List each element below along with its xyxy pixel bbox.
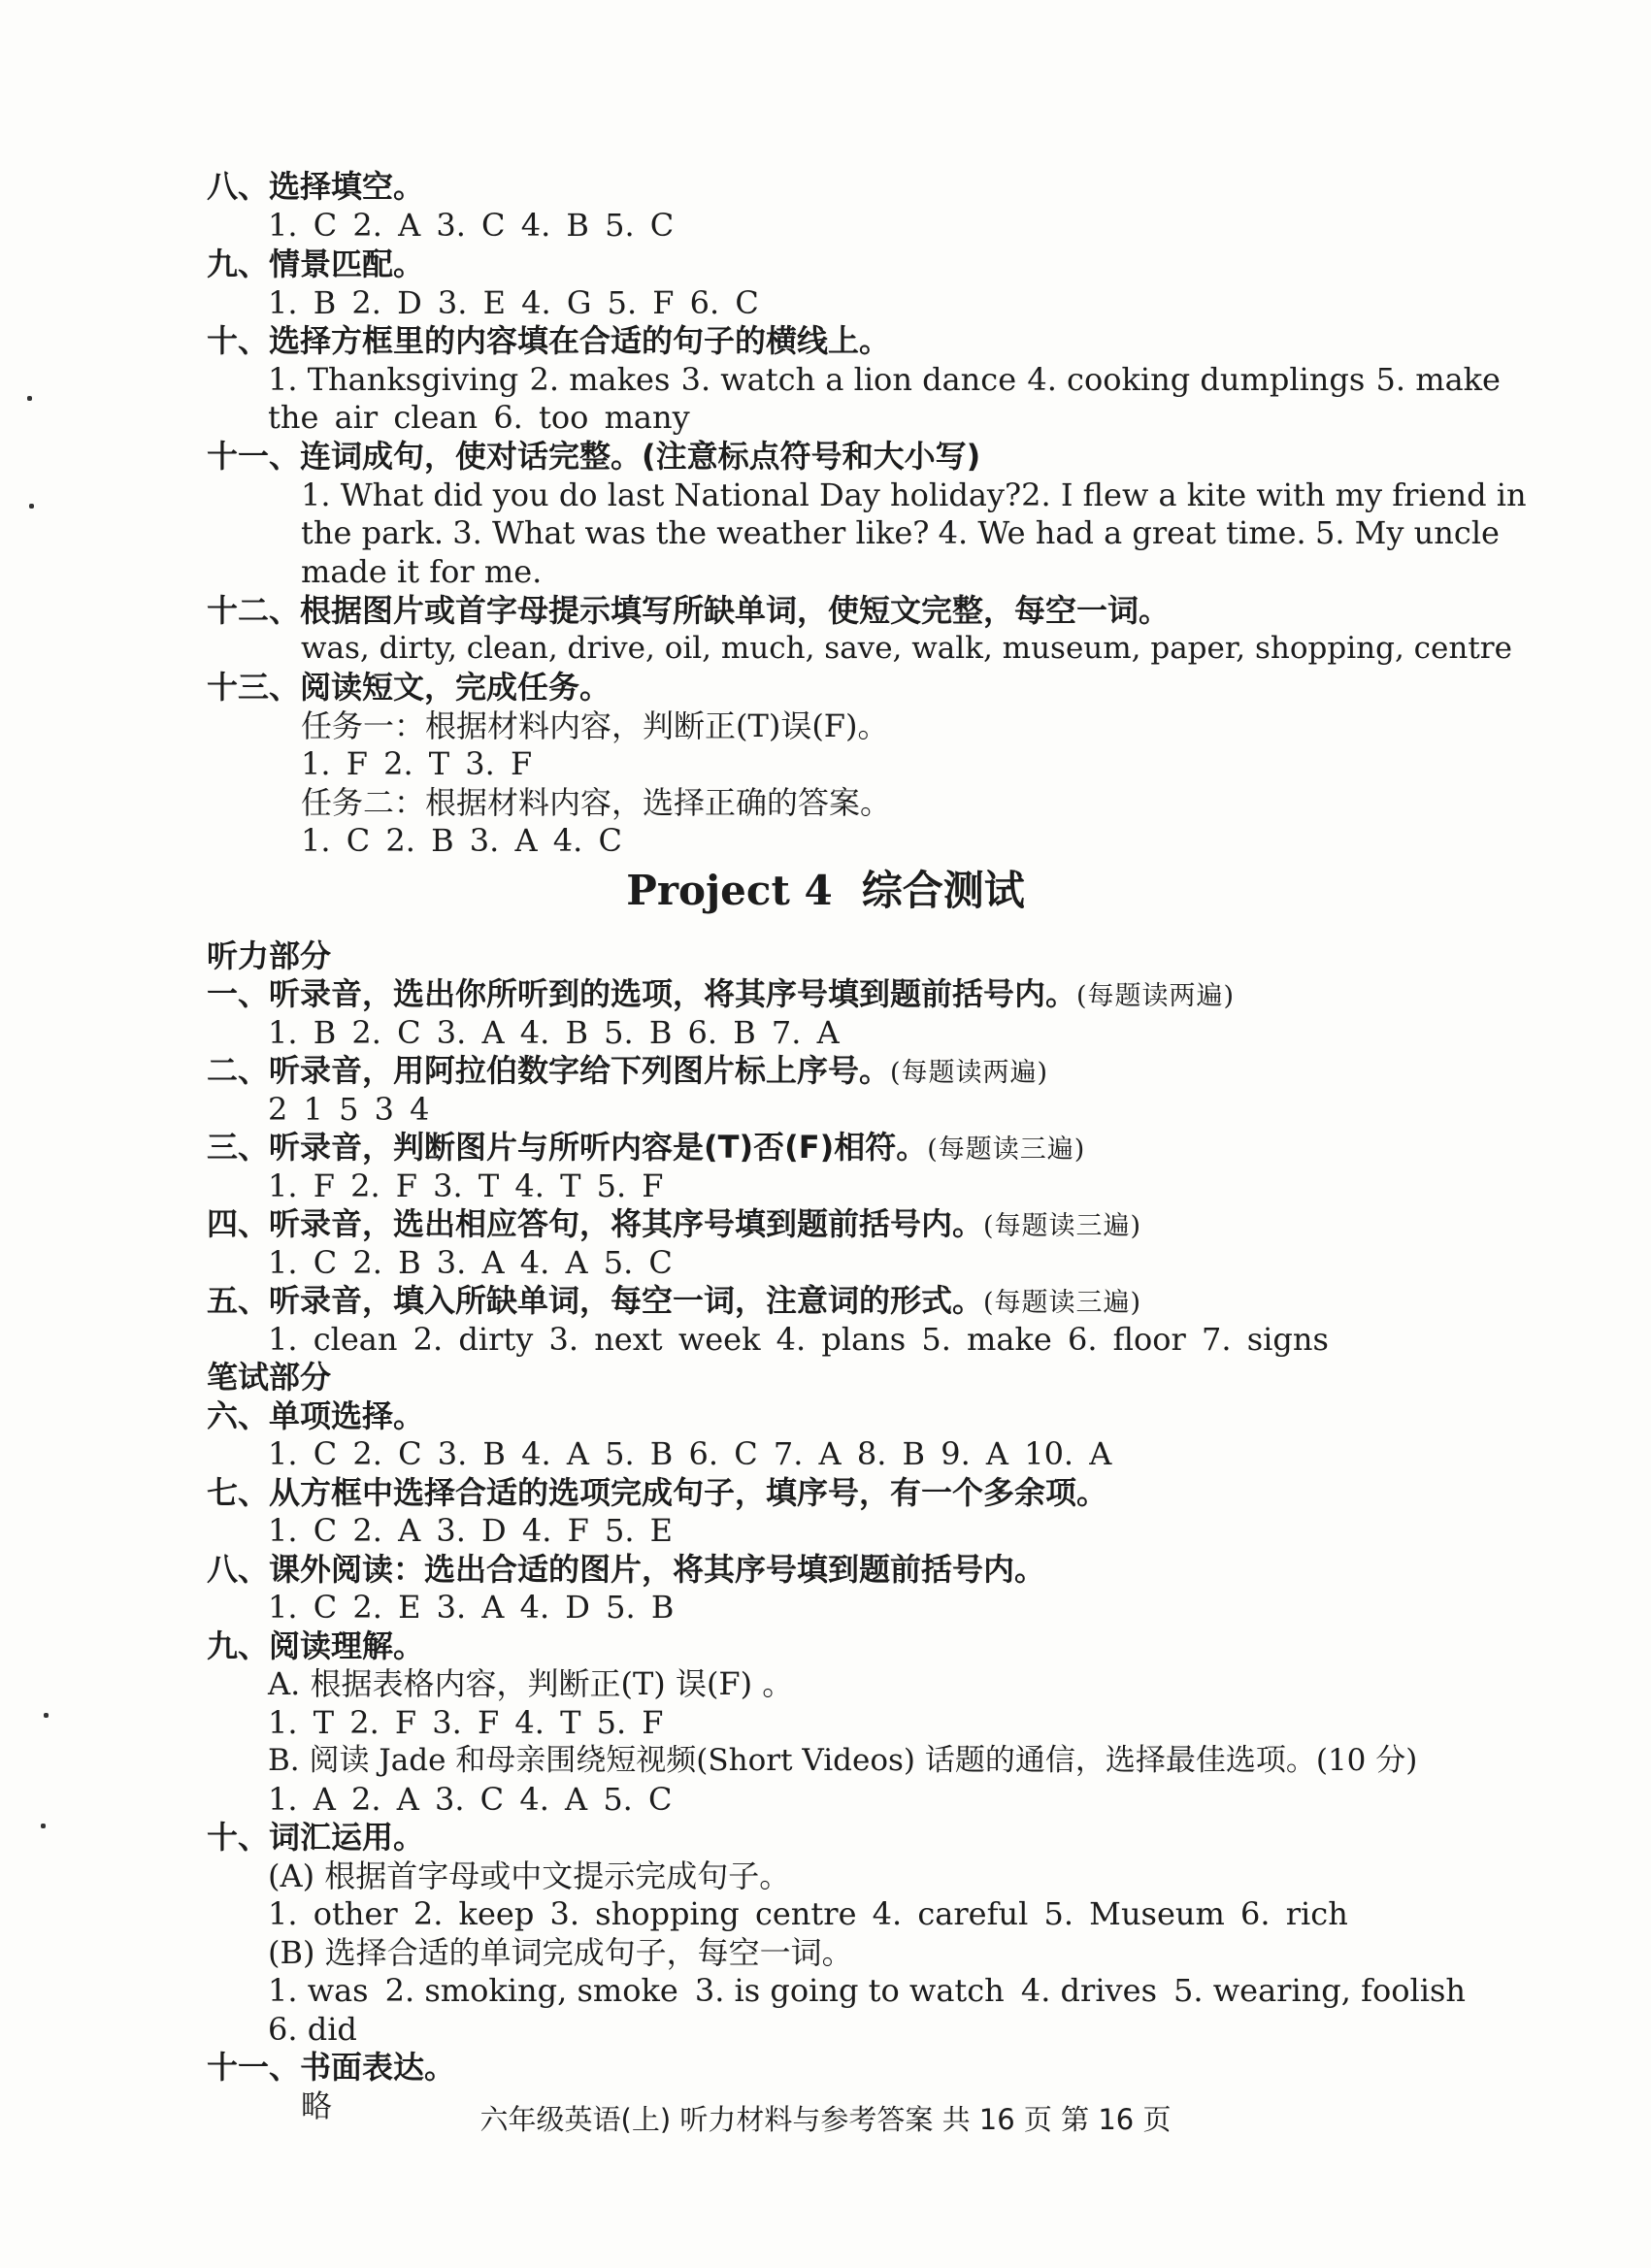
section-12-answers: was, dirty, clean, drive, oil, much, save, walk, museum, paper, shopping, centre bbox=[301, 631, 1512, 666]
scan-speck bbox=[29, 504, 34, 509]
section-10-item: 3. watch a lion dance bbox=[680, 361, 1017, 398]
q4-heading bbox=[207, 1204, 1141, 1246]
section-8-heading: 八、选择填空。 bbox=[207, 168, 425, 205]
section-11-item: 2. I flew a kite with my friend in bbox=[1021, 477, 1527, 513]
q3-heading-text: 三、听录音，判断图片与所听内容是(T)否(F)相符。 bbox=[207, 1129, 928, 1166]
scan-speck bbox=[41, 1824, 46, 1828]
q1-heading bbox=[207, 974, 1235, 1016]
section-9-answers: 1. B 2. D 3. E 4. G 5. F 6. C bbox=[268, 284, 759, 321]
q5-heading bbox=[207, 1281, 1141, 1323]
q1-note: (每题读两遍) bbox=[1076, 981, 1236, 1011]
q4-note: (每题读三遍) bbox=[983, 1211, 1142, 1241]
page-title bbox=[0, 867, 1651, 915]
scan-speck bbox=[44, 1713, 49, 1718]
q10-part-b-line-2: 6. did bbox=[268, 2011, 357, 2048]
q10-item: 5. wearing, foolish bbox=[1173, 1972, 1466, 2009]
q9-part-b-answers: 1. A 2. A 3. C 4. A 5. C bbox=[268, 1781, 673, 1818]
q10-part-b: (B) 选择合适的单词完成句子，每空一词。 bbox=[268, 1934, 853, 1971]
section-10-item: 4. cooking dumplings bbox=[1027, 361, 1366, 398]
q4-answers: 1. C 2. B 3. A 4. A 5. C bbox=[268, 1244, 673, 1281]
section-10-line-1 bbox=[268, 360, 1501, 399]
q2-heading-text: 二、听录音，用阿拉伯数字给下列图片标上序号。 bbox=[207, 1052, 891, 1089]
q10-part-a-answers: 1. other 2. keep 3. shopping centre 4. careful 5. Museum 6. rich bbox=[268, 1895, 1348, 1932]
listening-label: 听力部分 bbox=[207, 937, 332, 974]
q6-heading: 六、单项选择。 bbox=[207, 1397, 425, 1434]
section-11-line-3: made it for me. bbox=[301, 553, 543, 590]
q4-heading-text: 四、听录音，选出相应答句，将其序号填到题前括号内。 bbox=[207, 1205, 984, 1242]
section-10-heading: 十、选择方框里的内容填在合适的句子的横线上。 bbox=[207, 322, 891, 359]
section-13-task-1: 任务一：根据材料内容，判断正(T)误(F)。 bbox=[301, 707, 889, 744]
q1-answers: 1. B 2. C 3. A 4. B 5. B 6. B 7. A bbox=[268, 1014, 840, 1051]
q7-heading: 七、从方框中选择合适的选项完成句子，填序号，有一个多余项。 bbox=[207, 1474, 1108, 1511]
q6-answers: 1. C 2. C 3. B 4. A 5. B 6. C 7. A 8. B 9. A 10. A bbox=[268, 1435, 1112, 1472]
q2-note: (每题读两遍) bbox=[890, 1058, 1049, 1088]
section-13-heading: 十三、阅读短文，完成任务。 bbox=[207, 669, 611, 706]
section-13-task-1-answers: 1. F 2. T 3. F bbox=[301, 745, 533, 782]
q3-answers: 1. F 2. F 3. T 4. T 5. F bbox=[268, 1167, 664, 1204]
q5-answers: 1. clean 2. dirty 3. next week 4. plans 5. make 6. floor 7. signs bbox=[268, 1321, 1329, 1358]
q2-heading bbox=[207, 1051, 1048, 1093]
section-10-item: 2. makes bbox=[529, 361, 671, 398]
q5-heading-text: 五、听录音，填入所缺单词，每空一词，注意词的形式。 bbox=[207, 1282, 984, 1319]
q9-part-a-answers: 1. T 2. F 3. F 4. T 5. F bbox=[268, 1704, 664, 1741]
q10-heading: 十、词汇运用。 bbox=[207, 1819, 425, 1856]
section-10-line-2: the air clean 6. too many bbox=[268, 399, 690, 436]
section-11-line-1 bbox=[301, 476, 1527, 514]
scan-speck bbox=[27, 396, 32, 401]
section-9-heading: 九、情景匹配。 bbox=[207, 246, 425, 282]
section-11-item: 4. We had a great time. bbox=[938, 514, 1306, 551]
q11-answer: 略 bbox=[301, 2087, 333, 2124]
q9-part-b: B. 阅读 Jade 和母亲围绕短视频(Short Videos) 话题的通信，选择最佳选项。(10 分) bbox=[268, 1743, 1418, 1778]
q3-heading bbox=[207, 1128, 1085, 1169]
q1-heading-text: 一、听录音，选出你所听到的选项，将其序号填到题前括号内。 bbox=[207, 975, 1077, 1012]
q10-part-b-line-1 bbox=[268, 1971, 1466, 2010]
q9-heading: 九、阅读理解。 bbox=[207, 1627, 425, 1664]
q10-item: 4. drives bbox=[1020, 1972, 1157, 2009]
section-8-answers: 1. C 2. A 3. C 4. B 5. C bbox=[268, 207, 675, 244]
section-11-item: 5. My uncle bbox=[1314, 514, 1500, 551]
title-en: Project 4 bbox=[626, 867, 833, 914]
q9-part-a: A. 根据表格内容，判断正(T) 误(F) 。 bbox=[268, 1665, 794, 1702]
q11-heading: 十一、书面表达。 bbox=[207, 2049, 456, 2086]
q5-note: (每题读三遍) bbox=[983, 1288, 1142, 1318]
section-13-task-2-answers: 1. C 2. B 3. A 4. C bbox=[301, 822, 622, 859]
section-11-line-2 bbox=[301, 513, 1500, 552]
title-cn: 综合测试 bbox=[861, 867, 1025, 914]
q10-part-a: (A) 根据首字母或中文提示完成句子。 bbox=[268, 1857, 791, 1894]
section-10-item: 5. make bbox=[1375, 361, 1501, 398]
q3-note: (每题读三遍) bbox=[927, 1134, 1086, 1165]
q10-item: 2. smoking, smoke bbox=[384, 1972, 678, 2009]
q2-answers: 2 1 5 3 4 bbox=[268, 1091, 430, 1128]
page-footer: 六年级英语(上) 听力材料与参考答案 共 16 页 第 16 页 bbox=[479, 2103, 1172, 2136]
section-11-item: the park. bbox=[301, 514, 444, 551]
written-label: 笔试部分 bbox=[207, 1359, 332, 1396]
section-11-item: 1. What did you do last National Day holiday? bbox=[301, 477, 1022, 513]
section-12-heading: 十二、根据图片或首字母提示填写所缺单词，使短文完整，每空一词。 bbox=[207, 592, 1171, 629]
q8-answers: 1. C 2. E 3. A 4. D 5. B bbox=[268, 1589, 675, 1626]
section-11-heading: 十一、连词成句，使对话完整。(注意标点符号和大小写) bbox=[207, 438, 981, 475]
q10-item: 3. is going to watch bbox=[694, 1972, 1005, 2009]
section-10-item: 1. Thanksgiving bbox=[268, 361, 519, 398]
section-11-item: 3. What was the weather like? bbox=[452, 514, 930, 551]
q7-answers: 1. C 2. A 3. D 4. F 5. E bbox=[268, 1512, 674, 1549]
q10-item: 1. was bbox=[268, 1972, 369, 2009]
q8-heading: 八、课外阅读：选出合适的图片，将其序号填到题前括号内。 bbox=[207, 1551, 1046, 1588]
section-13-task-2: 任务二：根据材料内容，选择正确的答案。 bbox=[301, 784, 892, 821]
